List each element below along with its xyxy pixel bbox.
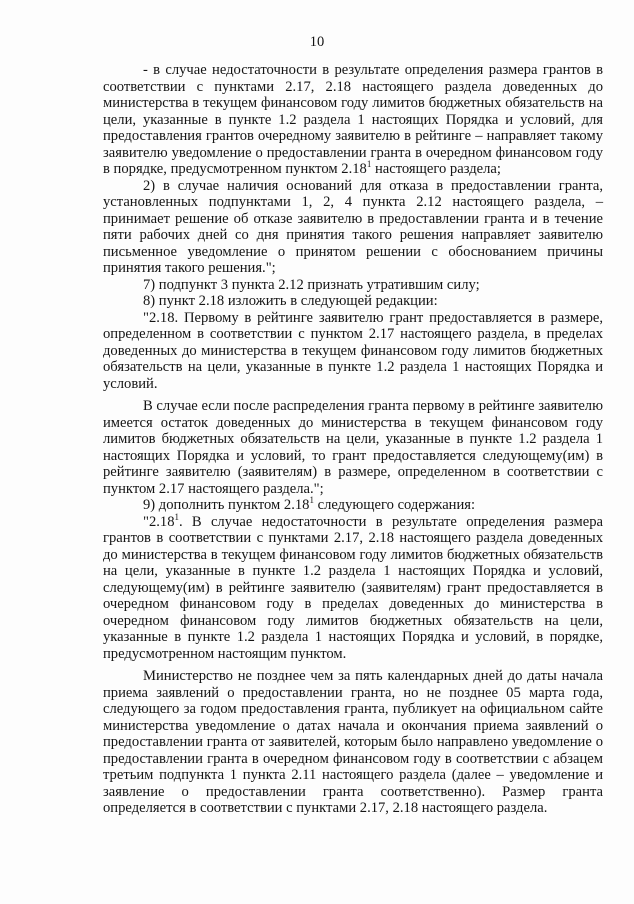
text-run: 8) пункт 2.18 изложить в следующей редакции:	[143, 293, 438, 309]
text-run: - в случае недостаточности в результате определения размера грантов в соответствии с пунктами 2.17, 2.18 настоящего раздела доведенных до министерства в текущем финансовом году лимитов бюджетных обязательств на цели, указанные в пункте 1.2 раздела 1 настоящих Порядка и условий, для предоставления грантов очередному заявителю в рейтинге – направляет такому заявителю уведомление о предоставлении гранта в очередном финансовом году в порядке, предусмотренном пунктом 2.18	[103, 62, 603, 177]
paragraph-p3	[103, 277, 603, 294]
paragraph-p5	[103, 310, 603, 393]
text-run: 9) дополнить пунктом 2.18	[143, 497, 310, 513]
document-body	[103, 62, 603, 817]
page-number: 10	[309, 34, 325, 50]
text-run: настоящего раздела;	[371, 161, 501, 177]
paragraph-p8	[103, 511, 603, 663]
paragraph-p2	[103, 178, 603, 277]
text-run: Министерство не позднее чем за пять календарных дней до даты начала приема заявлений о предоставлении гранта, но не позднее 05 марта года, следующего за годом предоставления гранта, публикует на официальном сайте министерства уведомление о датах начала и окончания приема заявлений о предоставлении гранта от заявителей, которым было направлено уведомление о предоставлении гранта в очередном финансовом году в соответствии с абзацем третьим подпункта 1 пункта 2.11 настоящего раздела (далее – уведомление и заявление о предоставлении гранта соответственно). Размер гранта определяется в соответствии с пунктами 2.17, 2.18 настоящего раздела.	[103, 668, 603, 816]
text-run: . В случае недостаточности в результате определения размера грантов в соответствии с пунктами 2.17, 2.18 настоящего раздела доведенных до министерства в текущем финансовом году лимитов бюджетных обязательств на цели, указанные в пункте 1.2 раздела 1 настоящих Порядка и условий, следующему(им) в рейтинге заявителю (заявителям) грант предоставляется в очередном финансовом году в пределах доведенных до министерства в очередном финансовом году лимитов бюджетных обязательств на цели, указанные в пункте 1.2 раздела 1 настоящих Порядка и условий, в порядке, предусмотренном настоящим пунктом.	[103, 513, 603, 662]
paragraph-p4	[103, 293, 603, 310]
text-run: следующего содержания:	[313, 497, 476, 513]
text-run: "2.18	[143, 513, 175, 530]
paragraph-p6	[103, 398, 603, 497]
text-run: "2.18. Первому в рейтинге заявителю грант предоставляется в размере, определенном в соответствии с пунктом 2.17 настоящего раздела, в пределах доведенных до министерства в текущем финансовом году лимитов бюджетных обязательств на цели, указанные в пункте 1.2 раздела 1 настоящих Порядка и условий.	[103, 309, 603, 392]
text-run: 2) в случае наличия оснований для отказа в предоставлении гранта, установленных подпунктами 1, 2, 4 пункта 2.12 настоящего раздела, – принимает решение об отказе заявителю в предоставлении гранта и в течение пяти рабочих дней со дня принятия такого решения направляет заявителю письменное уведомление о принятом решении с обоснованием причины принятия такого решения.";	[103, 177, 603, 276]
superscript: 1	[174, 511, 179, 522]
superscript: 1	[366, 159, 372, 170]
superscript: 1	[309, 495, 314, 506]
text-run: В случае если после распределения гранта первому в рейтинге заявителю имеется остаток доведенных до министерства в текущем финансовом году лимитов бюджетных обязательств на цели, указанные в пункте 1.2 раздела 1 настоящих Порядка и условий, то грант предоставляется следующему(им) в рейтинге заявителю (заявителям) в размере, определенном в соответствии с пунктом 2.17 настоящего раздела.";	[103, 398, 603, 497]
paragraph-p1	[103, 62, 603, 178]
text-run: 7) подпункт 3 пункта 2.12 признать утратившим силу;	[143, 276, 480, 293]
paragraph-p9	[103, 668, 603, 817]
